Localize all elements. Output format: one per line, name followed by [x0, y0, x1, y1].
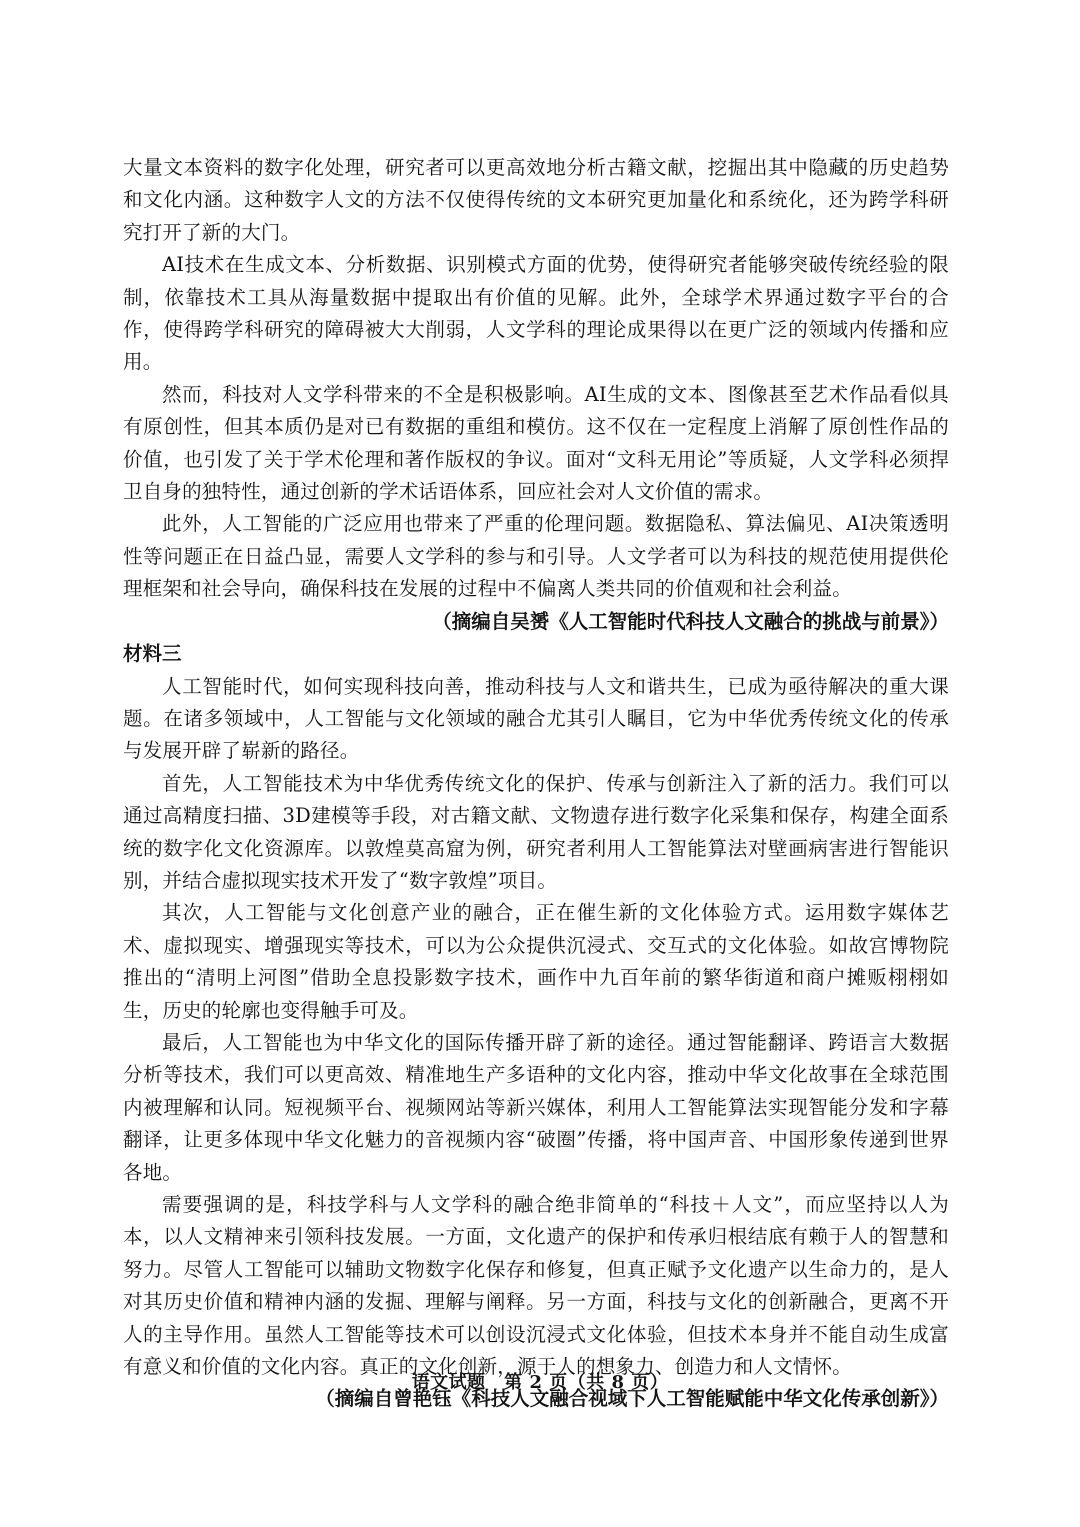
- material3-paragraph-3: 其次，人工智能与文化创意产业的融合，正在催生新的文化体验方式。运用数字媒体艺术、虚拟现实、增强现实等技术，可以为公众提供沉浸式、交互式的文化体验。如故宫博物院推出的“清明上河图”借助全息投影数字技术，画作中九百年前的繁华街道和商户摊贩栩栩如生，历史的轮廓也变得触手可及。: [123, 901, 949, 1022]
- material2-paragraph-1: 大量文本资料的数字化处理，研究者可以更高效地分析古籍文献，挖掘出其中隐藏的历史趋势和文化内涵。这种数字人文的方法不仅使得传统的文本研究更加量化和系统化，还为跨学科研究打开了新的大门。: [123, 156, 949, 244]
- page-content: [123, 152, 949, 1416]
- material3-paragraph-5: 需要强调的是，科技学科与人文学科的融合绝非简单的“科技＋人文”，而应坚持以人为本，以人文精神来引领科技发展。一方面，文化遗产的保护和传承归根结底有赖于人的智慧和努力。尽管人工智能可以辅助文物数字化保存和修复，但真正赋予文化遗产以生命力的，是人对其历史价值和精神内涵的发掘、理解与阐释。另一方面，科技与文化的创新融合，更离不开人的主导作用。虽然人工智能等技术可以创设沉浸式文化体验，但技术本身并不能自动生成富有意义和价值的文化内容。真正的文化创新，源于人的想象力、创造力和人文情怀。: [123, 1193, 949, 1379]
- material3-heading: 材料三: [123, 642, 182, 666]
- material3-source: （摘编自曾艳钰《科技人文融合视域下人工智能赋能中华文化传承创新》）: [315, 1387, 949, 1411]
- material3-paragraph-2: 首先，人工智能技术为中华优秀传统文化的保护、传承与创新注入了新的活力。我们可以通过高精度扫描、3D建模等手段，对古籍文献、文物遗存进行数字化采集和保存，构建全面系统的数字化文化资源库。以敦煌莫高窟为例，研究者利用人工智能算法对壁画病害进行智能识别，并结合虚拟现实技术开发了“数字敦煌”项目。: [123, 771, 949, 892]
- material2-paragraph-4: 此外，人工智能的广泛应用也带来了严重的伦理问题。数据隐私、算法偏见、AI决策透明性等问题正在日益凸显，需要人文学科的参与和引导。人文学者可以为科技的规范使用提供伦理框架和社会导向，确保科技在发展的过程中不偏离人类共同的价值观和社会利益。: [123, 512, 949, 601]
- material3-paragraph-1: 人工智能时代，如何实现科技向善，推动科技与人文和谐共生，已成为亟待解决的重大课题。在诸多领域中，人工智能与文化领域的融合尤其引人瞩目，它为中华优秀传统文化的传承与发展开辟了崭新的路径。: [123, 674, 949, 763]
- material2-paragraph-3: 然而，科技对人文学科带来的不全是积极影响。AI生成的文本、图像甚至艺术作品看似具有原创性，但其本质仍是对已有数据的重组和模仿。这不仅在一定程度上消解了原创性作品的价值，也引发了关于学术伦理和著作版权的争议。面对“文科无用论”等质疑，人文学科必须捍卫自身的独特性，通过创新的学术话语体系，回应社会对人文价值的需求。: [123, 382, 949, 504]
- material2-paragraph-2: AI技术在生成文本、分析数据、识别模式方面的优势，使得研究者能够突破传统经验的限制，依靠技术工具从海量数据中提取出有价值的见解。此外，全球学术界通过数字平台的合作，使得跨学科研究的障碍被大大削弱，人文学科的理论成果得以在更广泛的领域内传播和应用。: [123, 253, 949, 374]
- material2-source: （摘编自吴赟《人工智能时代科技人文融合的挑战与前景》）: [432, 609, 949, 633]
- page-footer: 语文试题 第 2 页（共 8 页）: [411, 1372, 669, 1393]
- material3-paragraph-4: 最后，人工智能也为中华文化的国际传播开辟了新的途径。通过智能翻译、跨语言大数据分析等技术，我们可以更高效、精准地生产多语种的文化内容，推动中华文化故事在全球范围内被理解和认同。短视频平台、视频网站等新兴媒体，利用人工智能算法实现智能分发和字幕翻译，让更多体现中华文化魅力的音视频内容“破圈”传播，将中国声音、中国形象传递到世界各地。: [123, 1030, 949, 1184]
